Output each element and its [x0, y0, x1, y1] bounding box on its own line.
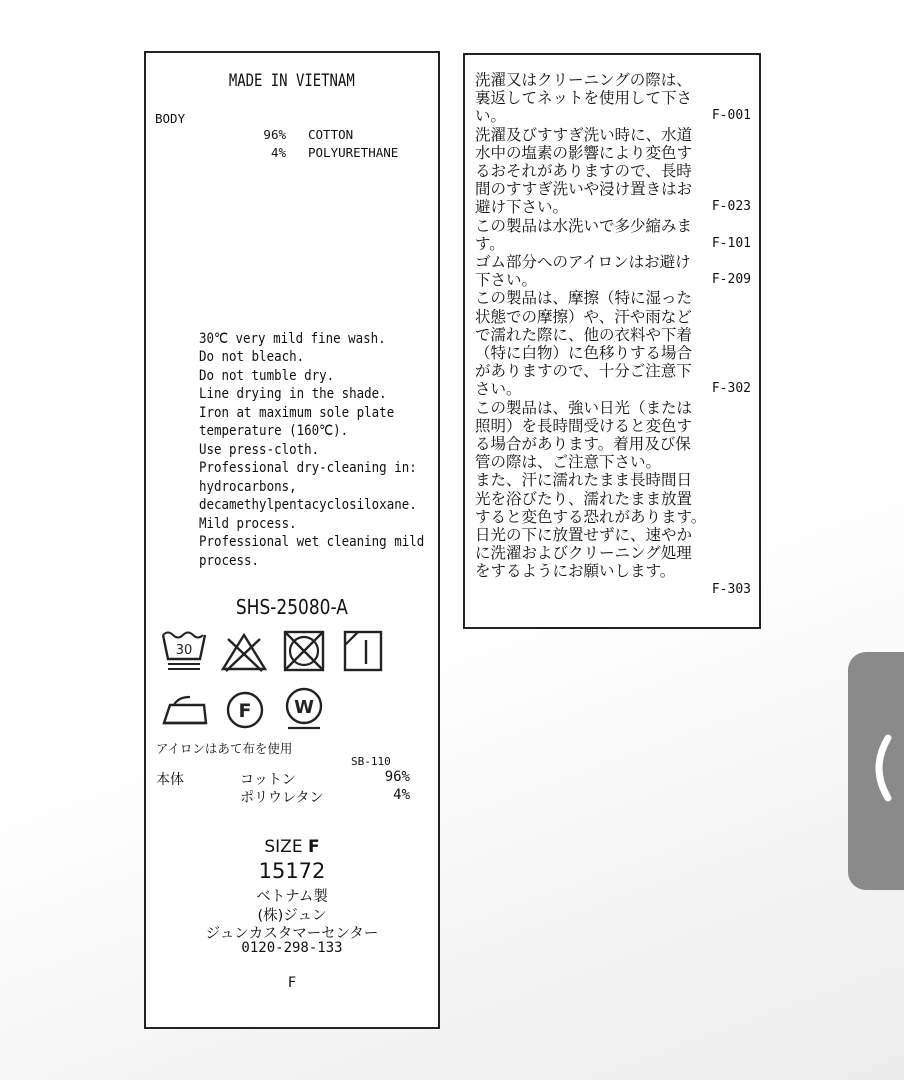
jp-percent: 4% [393, 787, 410, 803]
care-label-left [144, 51, 440, 1029]
iron-note: アイロンはあて布を使用 [156, 741, 293, 756]
caution-line [475, 89, 751, 107]
composition-material: COTTON [308, 127, 354, 142]
svg-text:30: 30 [175, 643, 193, 658]
caution-line-text: で濡れた際に、他の衣料や下着 [475, 325, 693, 344]
caution-line-text: 状態での摩擦）や、汗や雨など [475, 307, 692, 326]
caution-line-text: 水中の塩素の影響により変色す [475, 143, 693, 162]
caution-line [475, 289, 751, 307]
caution-line-text: 下さい。 [475, 271, 538, 290]
care-line: Professional wet cleaning mild [198, 534, 425, 550]
style-number: SHS-25080-A [236, 595, 348, 619]
caution-line-text: がありますので、十分ご注意下 [475, 362, 692, 381]
caution-line [475, 362, 751, 380]
care-line: Professional dry-cleaning in: [198, 460, 417, 476]
caution-line [475, 271, 751, 289]
caution-line-text: 避け下さい。 [475, 198, 569, 217]
care-line: hydrocarbons, [198, 478, 297, 495]
care-line: Do not bleach. [198, 349, 305, 365]
size-line [146, 837, 438, 857]
caution-line [475, 217, 751, 235]
customer-center: ジュンカスタマーセンター [205, 926, 379, 942]
made-in-heading: MADE IN VIETNAM [229, 71, 355, 91]
body-heading: BODY [155, 111, 186, 126]
caution-line-text: 裏返してネットを使用して下さ [475, 89, 693, 108]
care-line: Mild process. [198, 515, 297, 532]
care-line: 30℃ very mild fine wash. [198, 330, 386, 347]
sb-code: SB-110 [351, 755, 391, 768]
caution-line [475, 435, 751, 453]
chevron-left-icon [862, 732, 894, 804]
caution-line [475, 490, 751, 508]
caution-line [475, 326, 751, 344]
caution-line-text: る場合があります。着用及び保 [475, 435, 691, 454]
caution-line-text: 光を浴びたり、濡れたまま放置 [475, 489, 693, 508]
line-dry-shade-icon [342, 629, 384, 673]
no-bleach-icon [220, 631, 268, 673]
care-line: Line drying in the shade. [198, 386, 387, 402]
caution-line-text: 間のすすぎ洗いや浸け置きはお [475, 180, 693, 199]
caution-line [475, 471, 751, 489]
product-number: 15172 [258, 859, 326, 883]
svg-text:W: W [294, 697, 314, 718]
caution-line [475, 253, 751, 271]
caution-line-text: 管の際は、ご注意下さい。 [475, 453, 662, 472]
care-label-right [463, 53, 761, 629]
caution-line-text: この製品は、強い日光（または [475, 398, 693, 417]
caution-line-text: に洗濯およびクリーニング処理 [475, 544, 692, 563]
caution-line [475, 399, 751, 417]
caution-line [475, 562, 751, 580]
caution-line [475, 162, 751, 180]
company-name: (株)ジュン [257, 908, 327, 924]
caution-line-text: 洗濯及びすすぎ洗い時に、水道 [475, 125, 693, 144]
caution-line [475, 581, 751, 599]
caution-line-text: すると変色する恐れがあります。 [475, 507, 707, 526]
caution-line [475, 126, 751, 144]
caution-line-text: 日光の下に放置せずに、速やか [475, 526, 693, 545]
caution-line-text: この製品は水洗いで多少縮みま [475, 216, 693, 235]
care-line: Iron at maximum sole plate [198, 404, 395, 421]
care-instructions [164, 311, 461, 589]
caution-line [475, 198, 751, 216]
jp-percent: 96% [384, 769, 410, 785]
caution-line-text: い。 [475, 107, 507, 126]
care-line: Do not tumble dry. [198, 367, 335, 384]
care-line: process. [198, 552, 259, 569]
caution-line [475, 508, 751, 526]
caution-code: F-001 [711, 108, 751, 124]
size-value: F [307, 837, 320, 857]
care-line: temperature (160℃). [198, 423, 349, 439]
caution-line-text: （特に白物）に色移りする場合 [475, 344, 693, 363]
caution-text [475, 71, 751, 599]
caution-code: F-101 [711, 235, 751, 251]
dry-clean-f-icon [224, 689, 266, 731]
caution-line-text: ゴム部分へのアイロンはお避け [475, 253, 691, 272]
jp-material: ポリウレタン [240, 790, 324, 806]
side-tab-button[interactable] [848, 652, 904, 890]
caution-code: F-303 [711, 581, 751, 597]
caution-line [475, 380, 751, 398]
caution-line [475, 526, 751, 544]
caution-line-text: るおそれがありますので、長時 [475, 162, 692, 181]
caution-line [475, 235, 751, 253]
caution-line [475, 544, 751, 562]
caution-line [475, 344, 751, 362]
caution-line-text: さい。 [475, 380, 522, 399]
caution-line [475, 71, 751, 89]
care-line: decamethylpentacyclosiloxane. [198, 497, 417, 513]
jp-material: コットン [240, 772, 296, 788]
composition-percent: 96% [263, 127, 286, 142]
wet-clean-w-icon [282, 685, 326, 731]
caution-line [475, 417, 751, 435]
jp-body-heading: 本体 [156, 772, 184, 788]
caution-line-text: 照明）を長時間受けると変色す [475, 416, 693, 435]
caution-line [475, 144, 751, 162]
caution-line [475, 180, 751, 198]
wash-30-icon [160, 629, 208, 673]
caution-line-text: この製品は、摩擦（特に湿った [475, 289, 693, 308]
caution-line [475, 107, 751, 125]
caution-code: F-302 [711, 381, 751, 397]
composition-material: POLYURETHANE [308, 145, 399, 160]
svg-text:F: F [238, 700, 252, 722]
caution-line-text: をするようにお願いします。 [475, 562, 676, 581]
iron-medium-icon [160, 693, 210, 727]
caution-code: F-023 [711, 199, 751, 215]
caution-line-text: また、汗に濡れたまま長時間日 [475, 471, 693, 490]
care-line: Use press-cloth. [198, 441, 320, 458]
caution-line-text: 洗濯又はクリーニングの際は、 [475, 71, 692, 89]
caution-line-text: す。 [475, 234, 505, 253]
phone-number: 0120-298-133 [241, 940, 343, 956]
caution-line [475, 453, 751, 471]
caution-line [475, 308, 751, 326]
composition-percent: 4% [270, 145, 286, 160]
caution-code: F-209 [711, 272, 751, 288]
size-label: SIZE [264, 837, 303, 857]
bottom-mark: F [287, 975, 297, 991]
origin-jp: ベトナム製 [256, 889, 328, 905]
no-tumble-dry-icon [281, 629, 327, 673]
